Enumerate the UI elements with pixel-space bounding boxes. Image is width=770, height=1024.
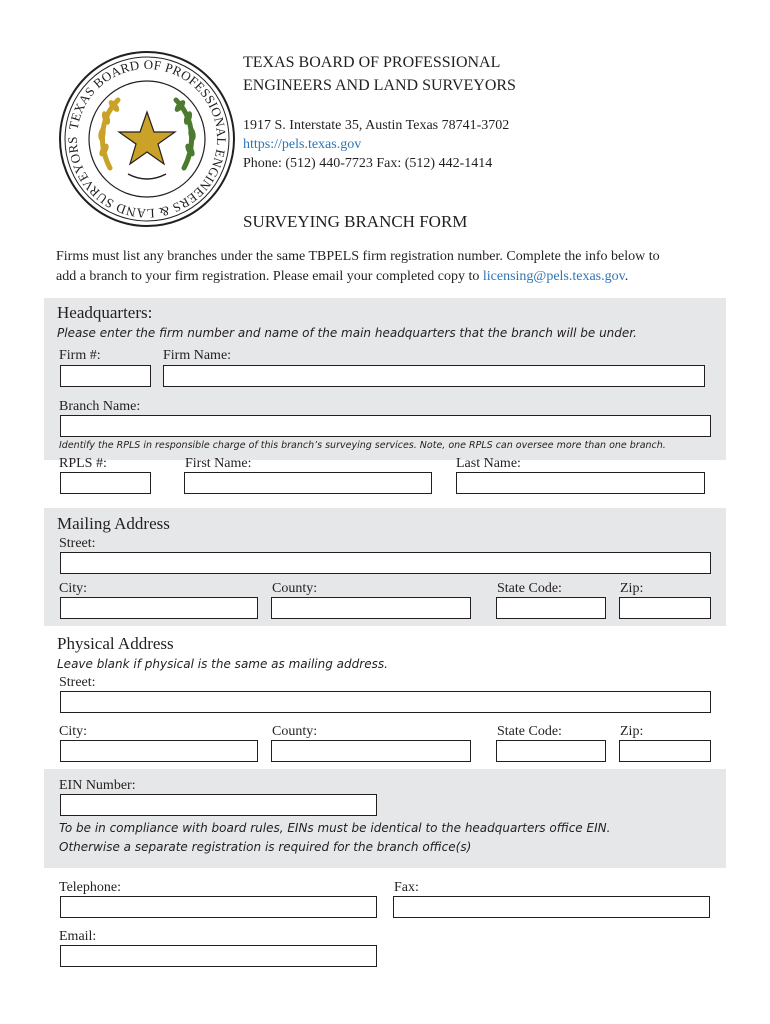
ein-note-line2: Otherwise a separate registration is required for the branch office(s) (59, 840, 472, 854)
board-seal (58, 50, 236, 228)
first-name-input[interactable] (184, 472, 432, 494)
physical-state-label: State Code: (497, 724, 562, 739)
rpls-number-input[interactable] (60, 472, 151, 494)
intro-line2-end: . (624, 269, 629, 284)
licensing-email-link[interactable]: licensing@pels.texas.gov (482, 269, 625, 284)
physical-street-input[interactable] (60, 691, 711, 713)
mailing-zip-input[interactable] (619, 597, 711, 619)
telephone-label: Telephone: (59, 880, 121, 895)
physical-city-input[interactable] (60, 740, 258, 762)
org-phone-fax: Phone: (512) 440-7723 Fax: (512) 442-1414 (243, 156, 493, 171)
physical-address-title: Physical Address (57, 634, 174, 653)
mailing-county-input[interactable] (271, 597, 471, 619)
org-name-line2: ENGINEERS AND LAND SURVEYORS (243, 77, 516, 94)
intro-line2 (56, 269, 628, 285)
website-link[interactable]: https://pels.texas.gov (243, 137, 362, 152)
svg-text:TEXAS BOARD OF PROFESSIONAL EN: TEXAS BOARD OF PROFESSIONAL ENGINEERS & LAND SURVEYORS (64, 56, 230, 222)
fax-label: Fax: (394, 880, 419, 895)
form-title: SURVEYING BRANCH FORM (243, 212, 468, 231)
last-name-label: Last Name: (456, 456, 521, 471)
mailing-county-label: County: (272, 581, 318, 596)
mailing-state-input[interactable] (496, 597, 606, 619)
email-label: Email: (59, 929, 97, 944)
seal-graphic (58, 50, 236, 228)
physical-county-input[interactable] (271, 740, 471, 762)
first-name-label: First Name: (185, 456, 252, 471)
mailing-street-input[interactable] (60, 552, 711, 574)
ein-note-line1: To be in compliance with board rules, EINs must be identical to the headquarters office EIN. (59, 821, 611, 835)
mailing-zip-label: Zip: (620, 581, 644, 596)
headquarters-instruction: Please enter the firm number and name of the main headquarters that the branch will be under. (57, 326, 637, 340)
mailing-city-label: City: (59, 581, 88, 596)
fax-input[interactable] (393, 896, 710, 918)
rpls-note: Identify the RPLS in responsible charge of this branch’s surveying services. Note, one RPLS can oversee more than one branch. (59, 440, 666, 451)
firm-name-label: Firm Name: (163, 348, 232, 363)
physical-state-input[interactable] (496, 740, 606, 762)
firm-name-input[interactable] (163, 365, 705, 387)
physical-street-label: Street: (59, 675, 96, 690)
physical-city-label: City: (59, 724, 88, 739)
ein-input[interactable] (60, 794, 377, 816)
mailing-address-title: Mailing Address (57, 514, 170, 533)
mailing-state-label: State Code: (497, 581, 562, 596)
org-name-line1: TEXAS BOARD OF PROFESSIONAL (243, 54, 501, 71)
org-address: 1917 S. Interstate 35, Austin Texas 78741-3702 (243, 118, 510, 133)
branch-name-label: Branch Name: (59, 399, 141, 414)
physical-zip-label: Zip: (620, 724, 644, 739)
physical-county-label: County: (272, 724, 318, 739)
firm-number-label: Firm #: (59, 348, 101, 363)
physical-zip-input[interactable] (619, 740, 711, 762)
mailing-city-input[interactable] (60, 597, 258, 619)
physical-address-note: Leave blank if physical is the same as mailing address. (57, 657, 388, 671)
branch-name-input[interactable] (60, 415, 711, 437)
intro-line2-text: add a branch to your firm registration. Please email your completed copy to (56, 269, 483, 284)
headquarters-title: Headquarters: (57, 303, 153, 322)
email-input[interactable] (60, 945, 377, 967)
ein-label: EIN Number: (59, 778, 136, 793)
telephone-input[interactable] (60, 896, 377, 918)
intro-line1: Firms must list any branches under the same TBPELS firm registration number. Complete the info below to (56, 249, 660, 264)
last-name-input[interactable] (456, 472, 705, 494)
mailing-street-label: Street: (59, 536, 96, 551)
rpls-number-label: RPLS #: (59, 456, 107, 471)
firm-number-input[interactable] (60, 365, 151, 387)
